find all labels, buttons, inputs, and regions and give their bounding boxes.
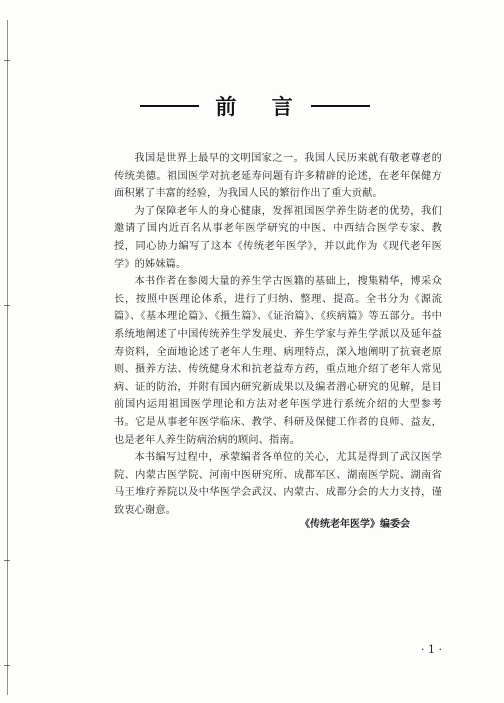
paragraph: 为了保障老年人的身心健康，发挥祖国医学养生防老的优势，我们邀请了国内近百名从事老年医学研究的中医、中西结合医学专家、教授，同心协力编写了这本《传统老年医学》，并以此作为《现代老年医学》的姊妹篇。 — [114, 205, 442, 270]
heading-rule-right — [311, 105, 370, 107]
page-number: · 1 · — [421, 643, 442, 656]
paragraph: 我国是世界上最早的文明国家之一。我国人民历来就有敬老尊老的传统美德。祖国医学对抗老延寿问题有许多精辟的论述，在老年保健方面积累了丰富的经验，为我国人民的繁衍作出了重大贡献。 — [114, 153, 442, 200]
scan-edge-line — [7, 20, 8, 695]
editorial-board-signature: 《传统老年医学》编委会 — [300, 519, 410, 530]
page-heading — [140, 92, 370, 120]
scan-edge-mark — [4, 665, 10, 666]
paragraph: 本书作者在参阅大量的养生学古医籍的基础上，搜集精华，博采众长，按照中医理论体系，进行了归纳、整理、提高。全书分为《源流篇》、《基本理论篇》、《摄生篇》、《证治篇》、《疾病篇》等五部分。书中系统地阐述了中国传统养生学发展史、养生学家与养生学派以及延年益寿资料，全面地论述了老年人生理、病理特点，深入地阐明了抗衰老原则、摄养方法、传统健身术和抗老益寿方药，重点地介绍了老年人常见病、证的防治，并附有国内研究新成果以及编者潜心研究的见解，是目前国内运用祖国医学理论和方法对老年医学进行系统介绍的大型参考书。它是从事老年医学临床、教学、科研及保健工作者的良师、益友，也是老年人养生防病治病的顾问、指南。 — [114, 276, 442, 446]
scan-edge-mark — [4, 560, 10, 561]
page-title: 前 言 — [215, 95, 307, 119]
scan-edge-mark — [4, 305, 10, 306]
scan-edge-mark — [4, 60, 10, 61]
heading-rule-left — [140, 105, 199, 107]
preface-body — [114, 150, 442, 519]
paragraph: 本书编写过程中，承蒙编者各单位的关心，尤其是得到了武汉医学院、内蒙古医学院、河南中医研究所、成都军区、湖南医学院、湖南省马王堆疗养院以及中华医学会武汉、内蒙古、成都分会的大力支持，谨致衷心谢意。 — [114, 452, 442, 516]
